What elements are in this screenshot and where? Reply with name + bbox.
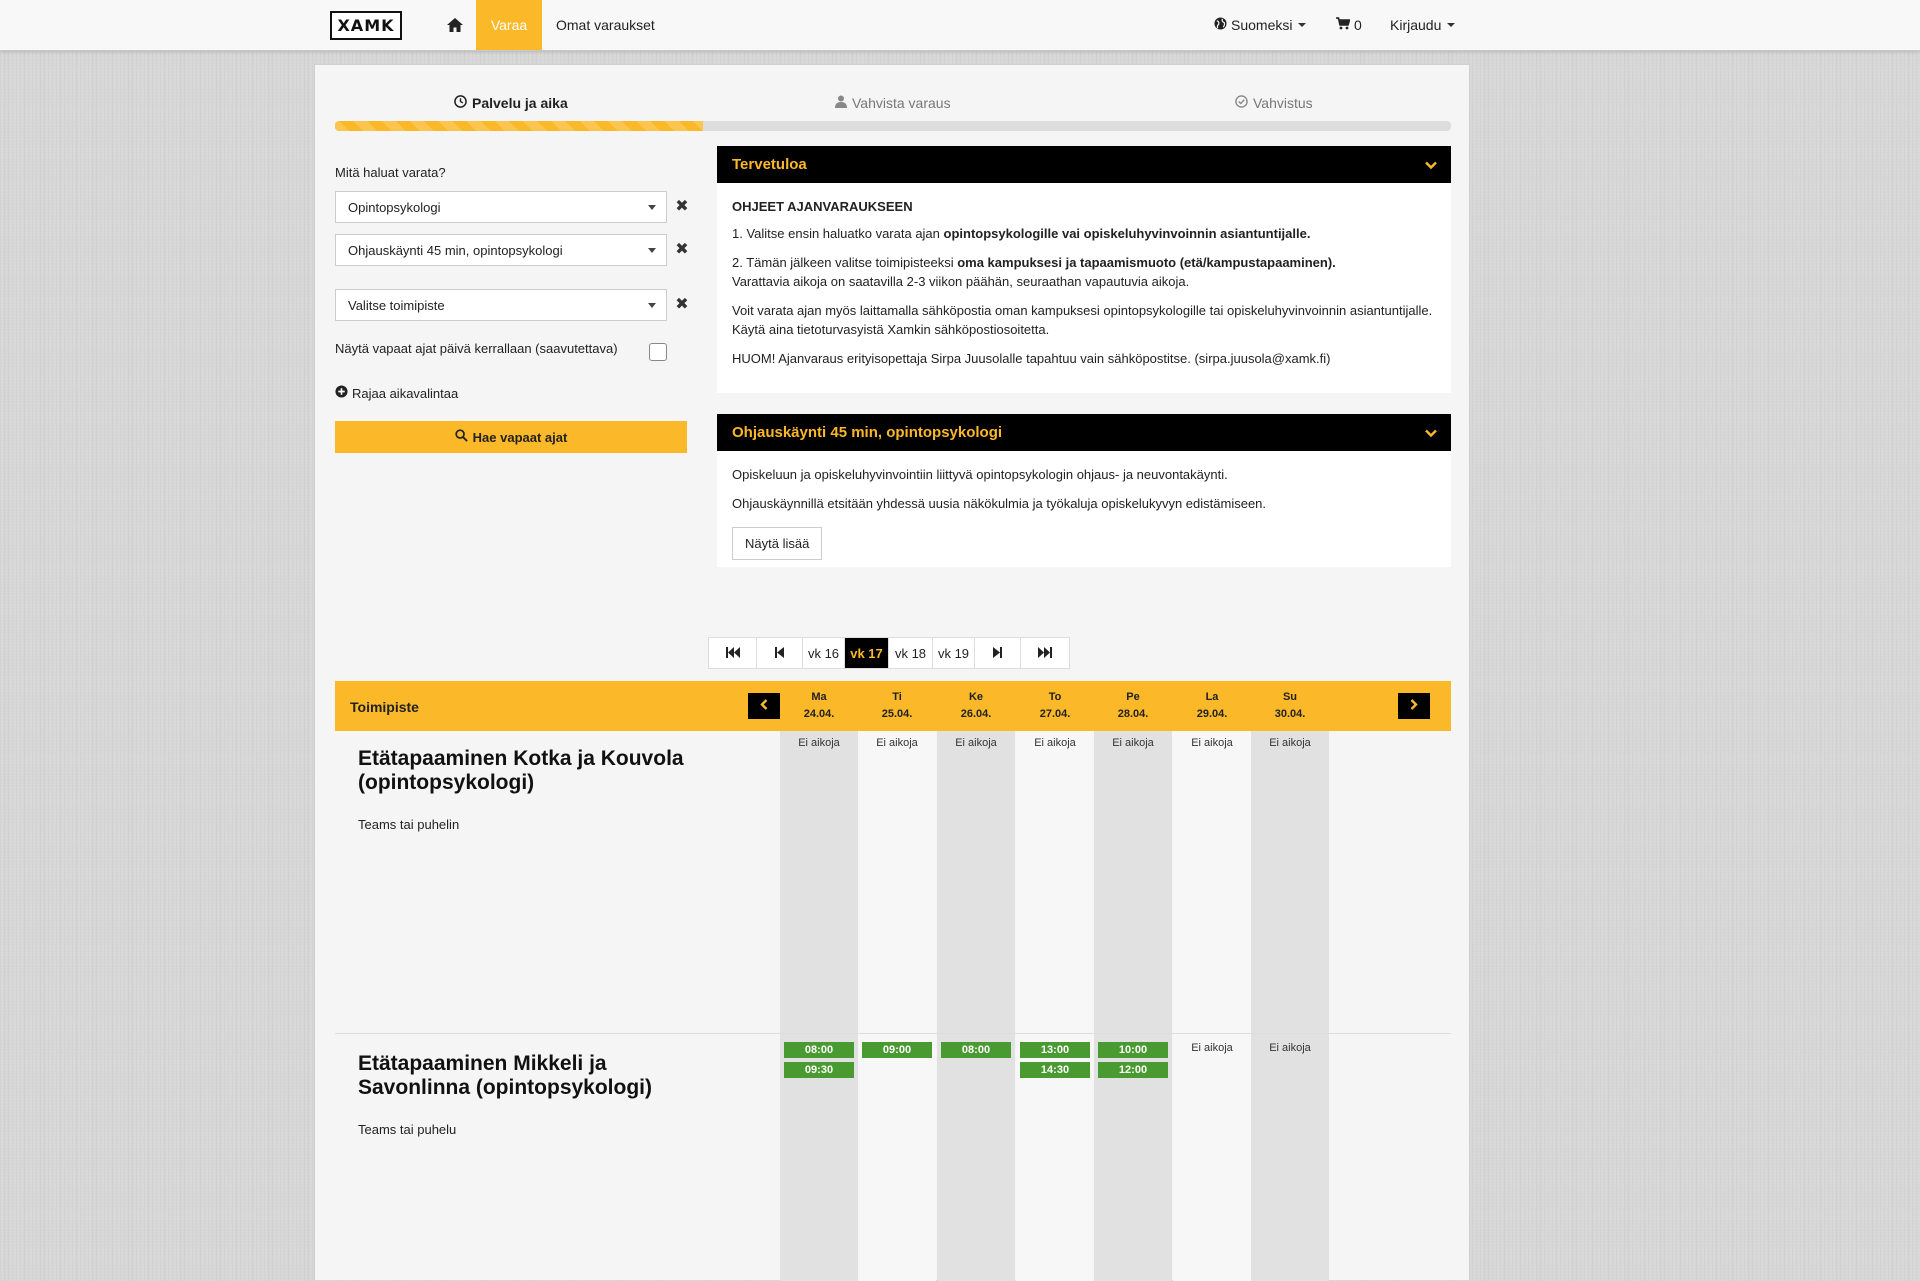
instruction-email: Voit varata ajan myös laittamalla sähköpostia oman kampuksesi opintopsykologille tai opiskeluhyvinvoinnin asiantuntijalle. Käytä aina tietoturvasyistä Xamkin sähköpostiosoitetta. <box>732 303 1433 337</box>
time-slot-button[interactable]: 09:30 <box>784 1062 854 1078</box>
chevron-down-icon <box>1425 157 1437 174</box>
fast-backward-icon <box>726 646 740 661</box>
cart-button[interactable] <box>1336 0 1362 50</box>
chevron-left-icon <box>760 697 768 715</box>
progress-bar-fill <box>335 121 703 131</box>
progress-bar <box>335 121 1451 131</box>
location-subtitle: Teams tai puhelu <box>358 1122 457 1137</box>
week-17-button[interactable]: vk 17 <box>845 638 889 668</box>
no-times-label: Ei aikoja <box>798 737 840 749</box>
cart-icon <box>1336 17 1350 33</box>
no-times-label: Ei aikoja <box>1269 737 1311 749</box>
week-18-button[interactable]: vk 18 <box>889 638 933 668</box>
welcome-body <box>717 183 1451 393</box>
cart-count: 0 <box>1354 17 1362 33</box>
no-times-label: Ei aikoja <box>1191 1042 1233 1054</box>
xamk-logo[interactable]: XAMK <box>330 11 402 40</box>
no-times-label: Ei aikoja <box>1191 737 1233 749</box>
step-forward-icon <box>993 646 1002 661</box>
instruction-note: HUOM! Ajanvaraus erityisopettaja Sirpa Juusolalle tapahtuu vain sähköpostitse. (sirpa.juusola@xamk.fi) <box>732 351 1331 366</box>
time-slot-button[interactable]: 13:00 <box>1020 1042 1090 1058</box>
week-19-button[interactable]: vk 19 <box>933 638 975 668</box>
language-label: Suomeksi <box>1231 17 1293 33</box>
time-slot-button[interactable]: 08:00 <box>784 1042 854 1058</box>
home-icon[interactable] <box>440 0 470 50</box>
day-header-to: To 27.04. <box>1039 691 1071 720</box>
clear-location-icon[interactable]: ✖ <box>675 296 689 313</box>
day-column-ti <box>858 731 936 1281</box>
day-column-su <box>1251 731 1329 1281</box>
step-palvelu-ja-aika: Palvelu ja aika <box>454 95 568 111</box>
plus-circle-icon <box>335 385 348 401</box>
day-header-su: Su 30.04. <box>1274 691 1306 720</box>
time-slot-button[interactable]: 14:30 <box>1020 1062 1090 1078</box>
language-dropdown[interactable] <box>1214 0 1306 50</box>
nav-omat-varaukset[interactable]: Omat varaukset <box>556 17 655 33</box>
clear-service-icon[interactable]: ✖ <box>675 198 689 215</box>
next-days-button[interactable] <box>1398 693 1430 719</box>
chevron-right-icon <box>1410 697 1418 715</box>
chevron-down-icon <box>1298 23 1306 27</box>
service-info-body <box>717 451 1451 567</box>
day-column-la <box>1173 731 1251 1281</box>
instructions-title: OHJEET AJANVARAUKSEEN <box>732 199 913 214</box>
location-subtitle: Teams tai puhelin <box>358 817 460 832</box>
day-column-ma <box>780 731 858 1281</box>
chevron-down-icon <box>1447 23 1455 27</box>
search-icon <box>455 429 468 445</box>
fast-forward-icon <box>1038 646 1052 661</box>
login-dropdown[interactable] <box>1390 0 1455 50</box>
step-vahvista-varaus: Vahvista varaus <box>835 95 951 111</box>
previous-week-button[interactable] <box>757 638 803 668</box>
location-title-kotka-kouvola: Etätapaaminen Kotka ja Kouvola (opintopsykologi) <box>358 747 684 794</box>
appointment-type-select[interactable]: Ohjauskäynti 45 min, opintopsykologi <box>335 234 667 266</box>
location-select[interactable]: Valitse toimipiste <box>335 289 667 321</box>
previous-days-button[interactable] <box>748 693 780 719</box>
one-day-checkbox[interactable] <box>649 343 667 361</box>
day-header-ma: Ma 24.04. <box>803 691 835 720</box>
service-info-header[interactable]: Ohjauskäynti 45 min, opintopsykologi <box>717 414 1451 451</box>
day-column-ke <box>937 731 1015 1281</box>
nav-varaa[interactable]: Varaa <box>476 0 542 50</box>
one-day-label: Näytä vapaat ajat päivä kerrallaan (saavutettava) <box>335 341 618 356</box>
show-more-button[interactable]: Näytä lisää <box>732 527 822 560</box>
next-week-button[interactable] <box>975 638 1021 668</box>
no-times-label: Ei aikoja <box>1034 737 1076 749</box>
search-free-times-button[interactable]: Hae vapaat ajat <box>335 421 687 453</box>
time-slot-button[interactable]: 08:00 <box>941 1042 1011 1058</box>
service-select[interactable]: Opintopsykologi <box>335 191 667 223</box>
first-week-button[interactable] <box>709 638 757 668</box>
week-16-button[interactable]: vk 16 <box>803 638 845 668</box>
service-desc-2: Ohjauskäynnillä etsitään yhdessä uusia näkökulmia ja työkaluja opiskelukyvyn edistämiseen. <box>732 496 1267 511</box>
welcome-header[interactable]: Tervetuloa <box>717 146 1451 183</box>
row-divider <box>335 1033 1451 1034</box>
time-slot-button[interactable]: 09:00 <box>862 1042 932 1058</box>
user-icon <box>835 95 847 111</box>
instruction-step-1: 1. Valitse ensin haluatko varata ajan opintopsykologille vai opiskeluhyvinvoinnin asiantuntijalle. <box>732 226 1311 241</box>
service-question-label: Mitä haluat varata? <box>335 165 446 180</box>
step-backward-icon <box>775 646 784 661</box>
no-times-label: Ei aikoja <box>1112 737 1154 749</box>
no-times-label: Ei aikoja <box>955 737 997 749</box>
chevron-down-icon <box>648 248 656 253</box>
clock-icon <box>454 95 467 111</box>
no-times-label: Ei aikoja <box>876 737 918 749</box>
day-header-pe: Pe 28.04. <box>1117 691 1149 720</box>
chevron-down-icon <box>648 303 656 308</box>
step-vahvistus: Vahvistus <box>1235 95 1313 111</box>
clear-type-icon[interactable]: ✖ <box>675 241 689 258</box>
login-label: Kirjaudu <box>1390 17 1442 33</box>
service-desc-1: Opiskeluun ja opiskeluhyvinvointiin liittyvä opintopsykologin ohjaus- ja neuvontakäynti. <box>732 467 1228 482</box>
globe-icon <box>1214 17 1227 33</box>
top-navbar <box>0 0 1920 51</box>
day-header-ti: Ti 25.04. <box>881 691 913 720</box>
last-week-button[interactable] <box>1021 638 1069 668</box>
week-pager <box>708 637 1070 669</box>
location-column-header: Toimipiste <box>350 699 419 715</box>
day-column-to <box>1016 731 1094 1281</box>
day-header-ke: Ke 26.04. <box>960 691 992 720</box>
check-circle-icon <box>1235 95 1248 111</box>
day-column-pe <box>1094 731 1172 1281</box>
day-header-la: La 29.04. <box>1196 691 1228 720</box>
time-slot-button[interactable]: 12:00 <box>1098 1062 1168 1078</box>
chevron-down-icon <box>1425 425 1437 442</box>
chevron-down-icon <box>648 205 656 210</box>
no-times-label: Ei aikoja <box>1269 1042 1311 1054</box>
location-title-mikkeli-savonlinna: Etätapaaminen Mikkeli ja Savonlinna (opintopsykologi) <box>358 1052 652 1099</box>
booking-panel <box>314 64 1470 1280</box>
limit-time-toggle[interactable]: Rajaa aikavalintaa <box>335 385 458 401</box>
instruction-step-2: 2. Tämän jälkeen valitse toimipisteeksi oma kampuksesi ja tapaamismuoto (etä/kampustapaaminen). Varattavia aikoja on saatavilla 2-3 viikon päähän, seuraathan vapautuvia aikoja. <box>732 255 1336 289</box>
calendar-header <box>335 681 1451 731</box>
time-slot-button[interactable]: 10:00 <box>1098 1042 1168 1058</box>
booking-steps <box>315 65 1471 125</box>
